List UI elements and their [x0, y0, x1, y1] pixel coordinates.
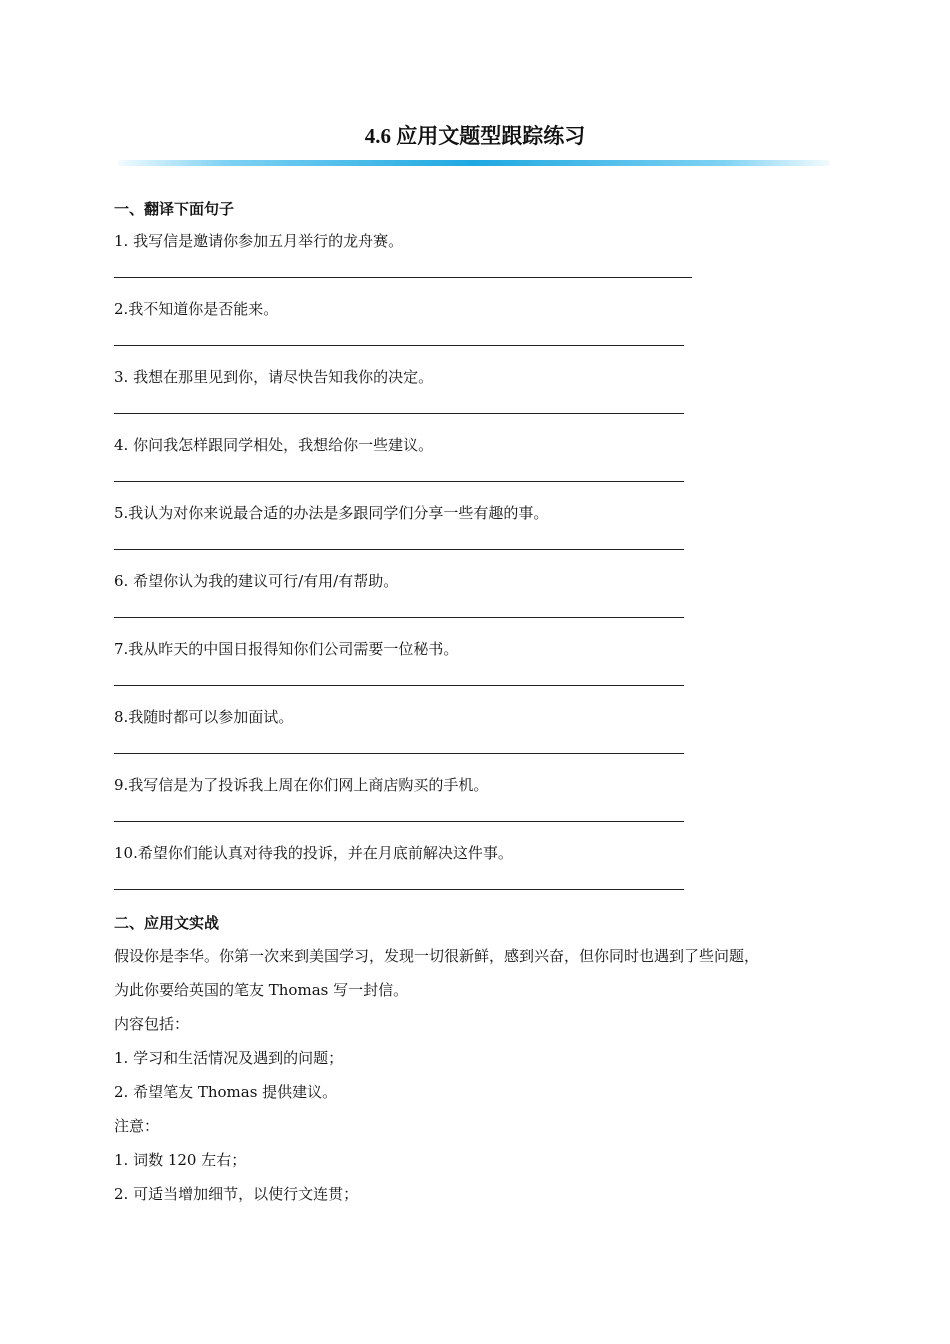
- question-text: 10.希望你们能认真对待我的投诉，并在月底前解决这件事。: [114, 844, 513, 862]
- question-item: [114, 429, 834, 497]
- task-description-continued: 为此你要给英国的笔友 Thomas 写一封信。: [114, 981, 409, 999]
- answer-line[interactable]: [114, 685, 684, 686]
- question-item: [114, 837, 834, 905]
- note-item: 1. 词数 120 左右；: [114, 1151, 247, 1169]
- question-item: [114, 293, 834, 361]
- notes-label: 注意：: [114, 1117, 160, 1135]
- question-text: 6. 希望你认为我的建议可行/有用/有帮助。: [114, 572, 399, 590]
- answer-line[interactable]: [114, 277, 692, 278]
- content-item: 1. 学习和生活情况及遇到的问题；: [114, 1049, 344, 1067]
- question-item: [114, 565, 834, 633]
- answer-line[interactable]: [114, 753, 684, 754]
- question-text: 1. 我写信是邀请你参加五月举行的龙舟赛。: [114, 232, 404, 250]
- note-item: 2. 可适当增加细节，以使行文连贯；: [114, 1185, 359, 1203]
- answer-line[interactable]: [114, 617, 684, 618]
- section-heading-writing: 二、应用文实战: [114, 914, 220, 932]
- question-item: [114, 633, 834, 701]
- question-item: [114, 225, 834, 293]
- section-heading-translation: 一、翻译下面句子: [114, 200, 235, 218]
- question-text: 7.我从昨天的中国日报得知你们公司需要一位秘书。: [114, 640, 459, 658]
- answer-line[interactable]: [114, 481, 684, 482]
- document-body: [114, 193, 834, 1211]
- answer-line[interactable]: [114, 345, 684, 346]
- answer-line[interactable]: [114, 889, 684, 890]
- content-item: 2. 希望笔友 Thomas 提供建议。: [114, 1083, 338, 1101]
- question-item: [114, 701, 834, 769]
- answer-line[interactable]: [114, 821, 684, 822]
- question-item: [114, 769, 834, 837]
- question-text: 9.我写信是为了投诉我上周在你们网上商店购买的手机。: [114, 776, 489, 794]
- question-text: 4. 你问我怎样跟同学相处，我想给你一些建议。: [114, 436, 434, 454]
- question-text: 8.我随时都可以参加面试。: [114, 708, 294, 726]
- question-text: 3. 我想在那里见到你，请尽快告知我你的决定。: [114, 368, 434, 386]
- question-text: 5.我认为对你来说最合适的办法是多跟同学们分享一些有趣的事。: [114, 504, 549, 522]
- answer-line[interactable]: [114, 413, 684, 414]
- title-underline-rule: [118, 160, 830, 166]
- question-text: 2.我不知道你是否能来。: [114, 300, 279, 318]
- answer-line[interactable]: [114, 549, 684, 550]
- question-item: [114, 361, 834, 429]
- task-description: 假设你是李华。你第一次来到美国学习，发现一切很新鲜，感到兴奋，但你同时也遇到了些问题，: [114, 947, 760, 965]
- content-label: 内容包括：: [114, 1015, 190, 1033]
- question-item: [114, 497, 834, 565]
- page-title: 4.6 应用文题型跟踪练习: [364, 124, 586, 148]
